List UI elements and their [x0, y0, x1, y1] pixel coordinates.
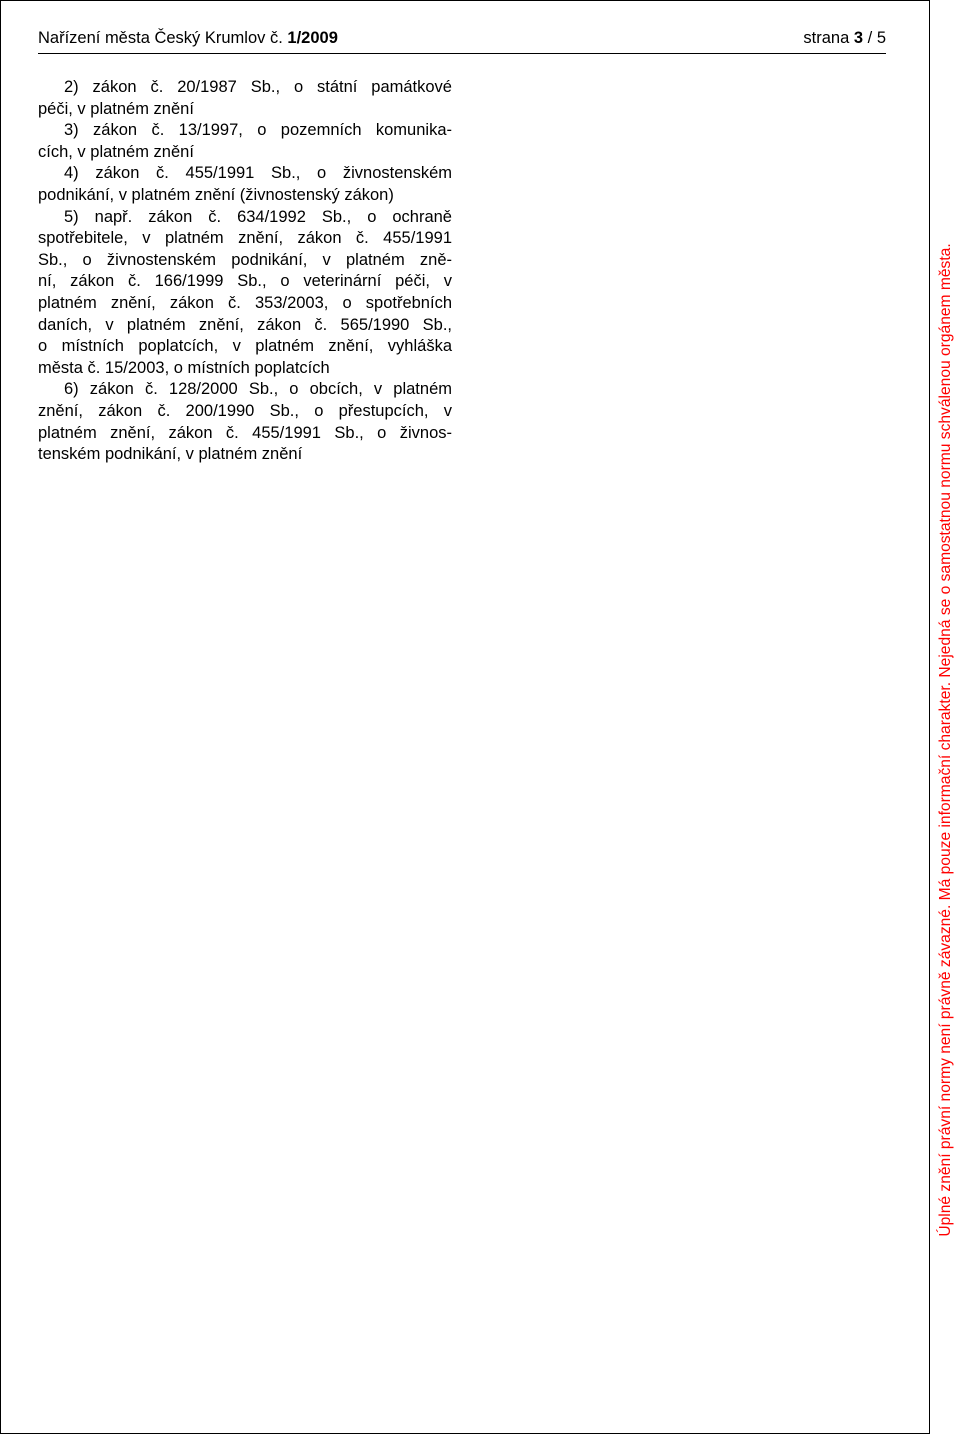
- footnote-line: platném znění, zákon č. 353/2003, o spotřebních: [38, 293, 452, 312]
- footnote-line: péči, v platném znění: [38, 99, 194, 118]
- footnote-line: 3) zákon č. 13/1997, o pozemních komunika-: [64, 121, 452, 140]
- page-number: [803, 28, 886, 48]
- legal-disclaimer-text: Úplné znění právní normy není právně závazné. Má pouze informační charakter. Nejedná se o samostatnou normu schválenou orgánem města.: [937, 243, 954, 1237]
- document-title: [38, 28, 338, 48]
- page-header: [38, 28, 886, 50]
- footnotes: [38, 77, 452, 466]
- footnote-line: podnikání, v platném znění (živnostenský zákon): [38, 185, 394, 204]
- footnote-line: Sb., o živnostenském podnikání, v platném zně-: [38, 250, 452, 269]
- page-current: 3: [853, 29, 864, 47]
- footnote-line: města č. 15/2003, o místních poplatcích: [38, 358, 330, 377]
- legal-disclaimer: [932, 0, 960, 1436]
- footnote-line: daních, v platném znění, zákon č. 565/1990 Sb.,: [38, 315, 452, 334]
- footnote-line: cích, v platném znění: [38, 142, 194, 161]
- footnote-line: 5) např. zákon č. 634/1992 Sb., o ochraně: [64, 207, 452, 226]
- footnote-line: o místních poplatcích, v platném znění, vyhláška: [38, 337, 452, 356]
- page-total: 5: [876, 29, 886, 47]
- document-title-text: Nařízení města Český Krumlov č.: [38, 29, 288, 47]
- footnote-line: ní, zákon č. 166/1999 Sb., o veterinární péči, v: [38, 272, 452, 291]
- footnote-line: 6) zákon č. 128/2000 Sb., o obcích, v platném: [64, 380, 452, 399]
- footnote-line: znění, zákon č. 200/1990 Sb., o přestupcích, v: [38, 401, 452, 420]
- footnote-line: 2) zákon č. 20/1987 Sb., o státní památkové: [64, 78, 452, 96]
- footnote-line: 4) zákon č. 455/1991 Sb., o živnostenském: [64, 164, 452, 183]
- page-separator: /: [863, 29, 877, 47]
- page-label: strana: [803, 29, 854, 47]
- footnote-line: spotřebitele, v platném znění, zákon č. 455/1991: [38, 229, 452, 248]
- footnote-line: platném znění, zákon č. 455/1991 Sb., o živnos-: [38, 423, 452, 442]
- header-rule: [38, 53, 886, 54]
- document-number: 1/2009: [287, 29, 338, 47]
- footnote-line: tenském podnikání, v platném znění: [38, 445, 303, 464]
